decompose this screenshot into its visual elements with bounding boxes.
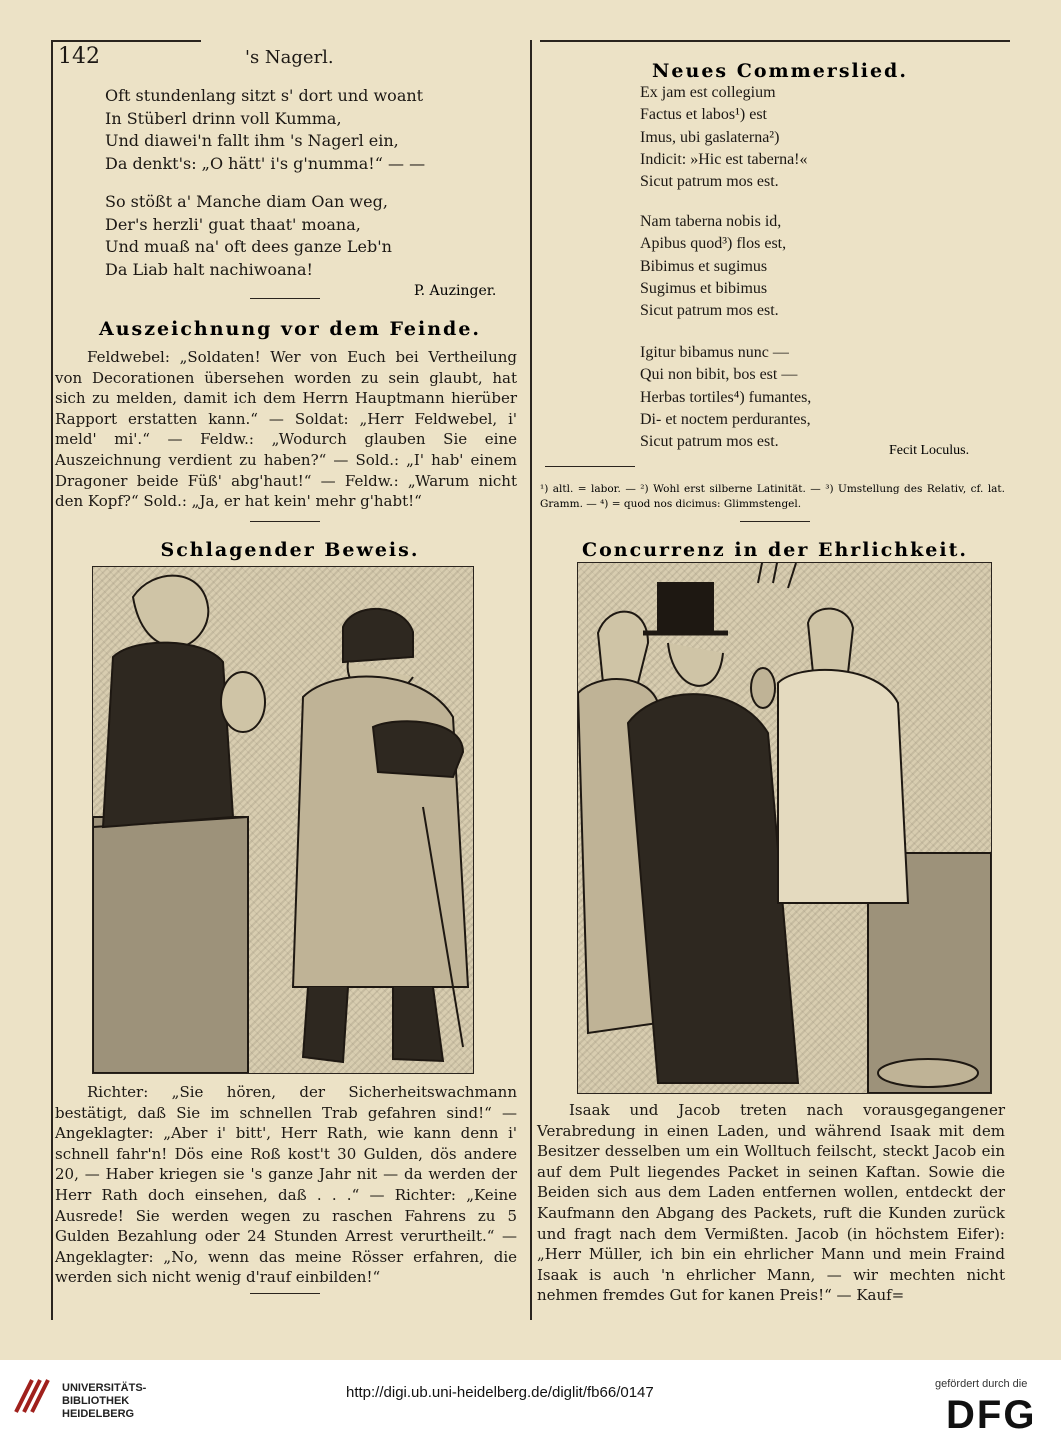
funded-by-label: gefördert durch die [935,1378,1028,1390]
verse-line: Indicit: »Hic est taberna!« [640,150,808,168]
verse-line: Da denkt's: „O hätt' i's g'numma!“ — — [105,153,426,173]
separator-rule [250,298,320,299]
schlagender-title: Schlagender Beweis. [160,539,420,561]
left-border-rule [51,40,53,1320]
separator-rule [740,521,810,522]
verse-line: Oft stundenlang sitzt s' dort und woant [105,86,424,105]
commerslied-title: Neues Commerslied. [652,60,908,82]
poem-stanza-2 [105,191,392,281]
verse-line: Und muaß na' oft dees ganze Leb'n [105,237,392,256]
verse-line: Bibimus et sugimus [640,257,768,275]
verse-line: Herbas tortiles⁴) fumantes, [640,388,812,406]
verse-line: So stößt a' Manche diam Oan weg, [105,192,388,211]
permalink-url[interactable]: http://digi.ub.uni-heidelberg.de/diglit/fb66/0147 [346,1384,654,1401]
schlagender-illustration [92,566,474,1074]
commerslied-footnote: ¹) altl. = labor. — ²) Wohl erst silberne Latinität. — ³) Umstellung des Relativ, cf. lat. Gramm. — ⁴) = quod nos dicimus: Glimmstengel. [540,483,1005,510]
verse-line: Apibus quod³) flos est, [640,235,787,253]
schlagender-text: Richter: „Sie hören, der Sicherheitswachmann bestätigt, daß Sie im schnellen Trab gefahren sind!“ — Angeklagter: „Aber i' bitt', Herr Rath, wie kann denn i' schnell fahr'n! Dös eine Roß kost't 30 Gulden, dös andere 20, — Haber kriegen sie 's ganze Jahr nit — da werden der Herr Rath doch einsehen, daß . . .“ — Richter: „Keine Ausrede! Sie werden wegen zu raschen Fahrens zu 5 Gulden Bezahlung oder 24 Stunden Arrest verurtheilt.“ — Angeklagter: „No, wenn das meine Rösser erfahren, die werden sich nicht wenig d'rauf einbilden!“ [55,1083,517,1287]
commerslied-stanza-1 [640,82,808,193]
verse-line: Factus et labos¹) est [640,106,767,124]
commerslied-stanza-2 [640,211,786,322]
verse-line: Sugimus et bibimus [640,279,768,297]
separator-rule [250,1293,320,1294]
concurrenz-text: Isaak und Jacob treten nach vorausgegangener Verabredung in einen Laden, und während Isaak mit dem Besitzer desselben um ein Wolltuch feilscht, steckt Jacob ein auf dem Pult liegendes Packet in seinen Kaftan. Sowie die Beiden sich aus dem Laden entfernen wollen, entdeckt der Kaufmann den Abgang des Packets, ruft die Kunden zurück und fragt nach dem Vermißten. Jacob (in höchstem Eifer): „Herr Müller, ich bin ein ehrlicher Mann und mein Fraind Isaak is auch 'n ehrlicher Mann, — wir mechten nicht nehmen fremdes Gut for kanen Preis!“ — Kauf= [537,1101,1005,1305]
poem-stanza-1 [105,85,425,175]
verse-line: Da Liab halt nachiwoana! [105,259,313,279]
page-number: 142 [58,44,100,69]
verse-line: In Stüberl drinn voll Kumma, [105,108,342,128]
footnote-rule [545,466,635,467]
commerslied-stanza-3 [640,342,811,453]
commerslied-author: Fecit Loculus. [889,443,970,458]
column-divider-rule [530,40,532,1320]
concurrenz-illustration [577,562,992,1094]
dfg-logo[interactable]: DFG [946,1393,1037,1437]
footer-bar [0,1360,1061,1448]
library-name[interactable] [62,1382,146,1421]
verse-line: Qui non bibit, bos est — [640,366,798,384]
library-line: UNIVERSITÄTS- [62,1382,147,1394]
library-line: BIBLIOTHEK [62,1395,130,1407]
verse-line: Sicut patrum mos est. [640,173,779,191]
concurrenz-title: Concurrenz in der Ehrlichkeit. [582,539,968,561]
verse-line: Di- et noctem perdurantes, [640,410,811,428]
library-line: HEIDELBERG [62,1408,135,1420]
verse-line: Sicut patrum mos est. [640,302,779,320]
running-head: 's Nagerl. [245,47,334,68]
top-rule-left [51,40,201,42]
verse-line: Igitur bibamus nunc — [640,344,789,361]
library-logo-icon [12,1372,54,1418]
auszeichnung-title: Auszeichnung vor dem Feinde. [98,318,482,340]
verse-line: Nam taberna nobis id, [640,213,782,230]
verse-line: Sicut patrum mos est. [640,433,779,451]
poem-author: P. Auzinger. [414,283,497,299]
verse-line: Ex jam est collegium [640,84,776,101]
separator-rule [250,521,320,522]
auszeichnung-text: Feldwebel: „Soldaten! Wer von Euch bei Vertheilung von Decorationen übersehen worden zu sein glaubt, hat sich zu melden, damit ich dem Herrn Hauptmann hierüber Rapport erstatten kann.“ — Soldat: „Herr Feldwebel, i' meld' mi'.“ — Feldw.: „Wodurch glauben Sie eine Auszeichnung verdient zu haben?“ — Sold.: „I' hab' einem Dragoner beide Füß' abg'haut!“ — Feldw.: „Warum nicht den Kopf?“ Sold.: „Ja, er hat kein' mehr g'habt!“ [55,348,517,511]
top-rule-right [540,40,1010,42]
verse-line: Imus, ubi gaslaterna²) [640,128,780,146]
verse-line: Und diawei'n fallt ihm 's Nagerl ein, [105,131,399,150]
verse-line: Der's herzli' guat thaat' moana, [105,214,361,234]
